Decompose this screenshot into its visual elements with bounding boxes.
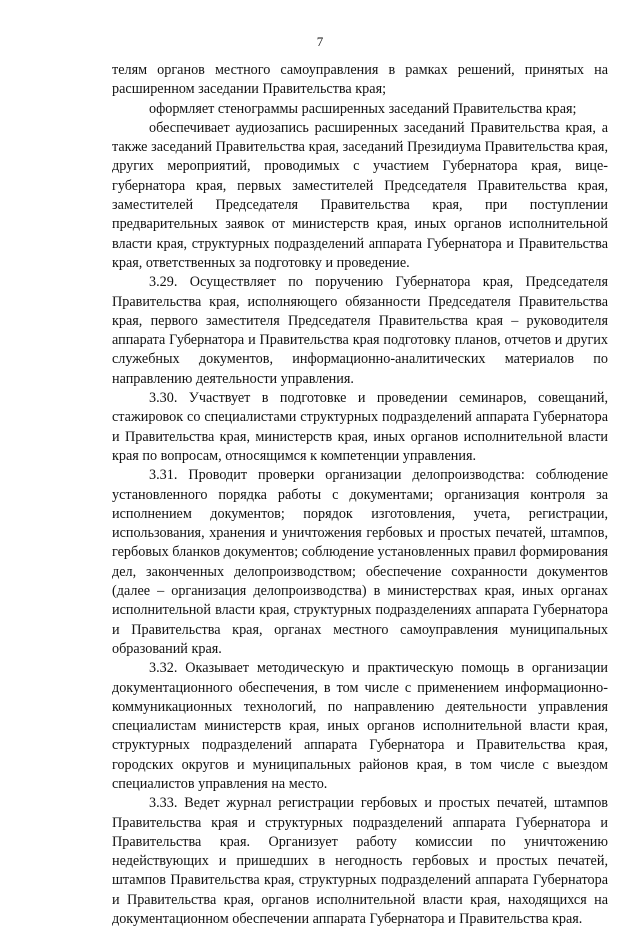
paragraph-continuation: телям органов местного самоуправления в рамках решений, принятых на расширенном заседании Правительства края; (112, 62, 608, 98)
paragraph-3-33: 3.33. Ведет журнал регистрации гербовых и простых печатей, штампов Правительства края и структурных подразделений аппарата Губернатора и Правительства края. Организует работу комиссии по уничтожению недействующих и пришедших в негодность гербовых и простых печатей, штампов Правительства края, структурных подразделений аппарата Губернатора и Правительства края, органов исполнительной власти края, находящихся на документационном обеспечении аппарата Губернатора и Правительства края. (112, 795, 608, 928)
paragraph-audio-recording: обеспечивает аудиозапись расширенных заседаний Правительства края, а также заседаний Правительства края, заседаний Президиума Правительства края, других мероприятий, проводимых с участием Губернатора края, вице-губернатора края, первых заместителей Председателя Правительства края, заместителей Председателя Правительства края, при поступлении предварительных заявок от министерств края, иных органов исполнительной власти края, структурных подразделений аппарата Губернатора и Правительства края, ответственных за подготовку и проведение. (112, 119, 608, 271)
page-number: 7 (316, 34, 324, 49)
paragraph-3-30: 3.30. Участвует в подготовке и проведении семинаров, совещаний, стажировок со специалистами структурных подразделений аппарата Губернатора и Правительства края, министерств края, иных органов исполнительной власти края по вопросам, относящимся к компетенции управления. (112, 390, 608, 464)
paragraph-3-31: 3.31. Проводит проверки организации делопроизводства: соблюдение установленного порядка работы с документами; организация контроля за исполнением документов; порядок изготовления, учета, регистрации, использования, хранения и уничтожения гербовых и простых печатей, штампов, гербовых бланков документов; соблюдение установленных правил формирования дел, законченных делопроизводством; обеспечение сохранности документов (далее – организация делопроизводства) в министерствах края, иных органах исполнительной власти края, структурных подразделениях аппарата Губернатора и Правительства края, органах местного самоуправления муниципальных образований края. (112, 467, 608, 657)
paragraph-transcripts: оформляет стенограммы расширенных заседаний Правительства края; (149, 100, 577, 117)
paragraph-3-32: 3.32. Оказывает методическую и практическую помощь в организации документационного обеспечения, в том числе с применением информационно-коммуникационных технологий, по направлению деятельности управления специалистам министерств края, иных органов исполнительной власти края, структурных подразделений аппарата Губернатора и Правительства края, городских округов и муниципальных районов края, в том числе с выездом специалистов управления на место. (112, 660, 608, 792)
document-body (112, 61, 608, 929)
paragraph-3-29: 3.29. Осуществляет по поручению Губернатора края, Председателя Правительства края, исполняющего обязанности Председателя Правительства края, первого заместителя Председателя Правительства края – руководителя аппарата Губернатора и Правительства края подготовку планов, отчетов и других служебных документов, информационно-аналитических материалов по направлению деятельности управления. (112, 274, 608, 387)
